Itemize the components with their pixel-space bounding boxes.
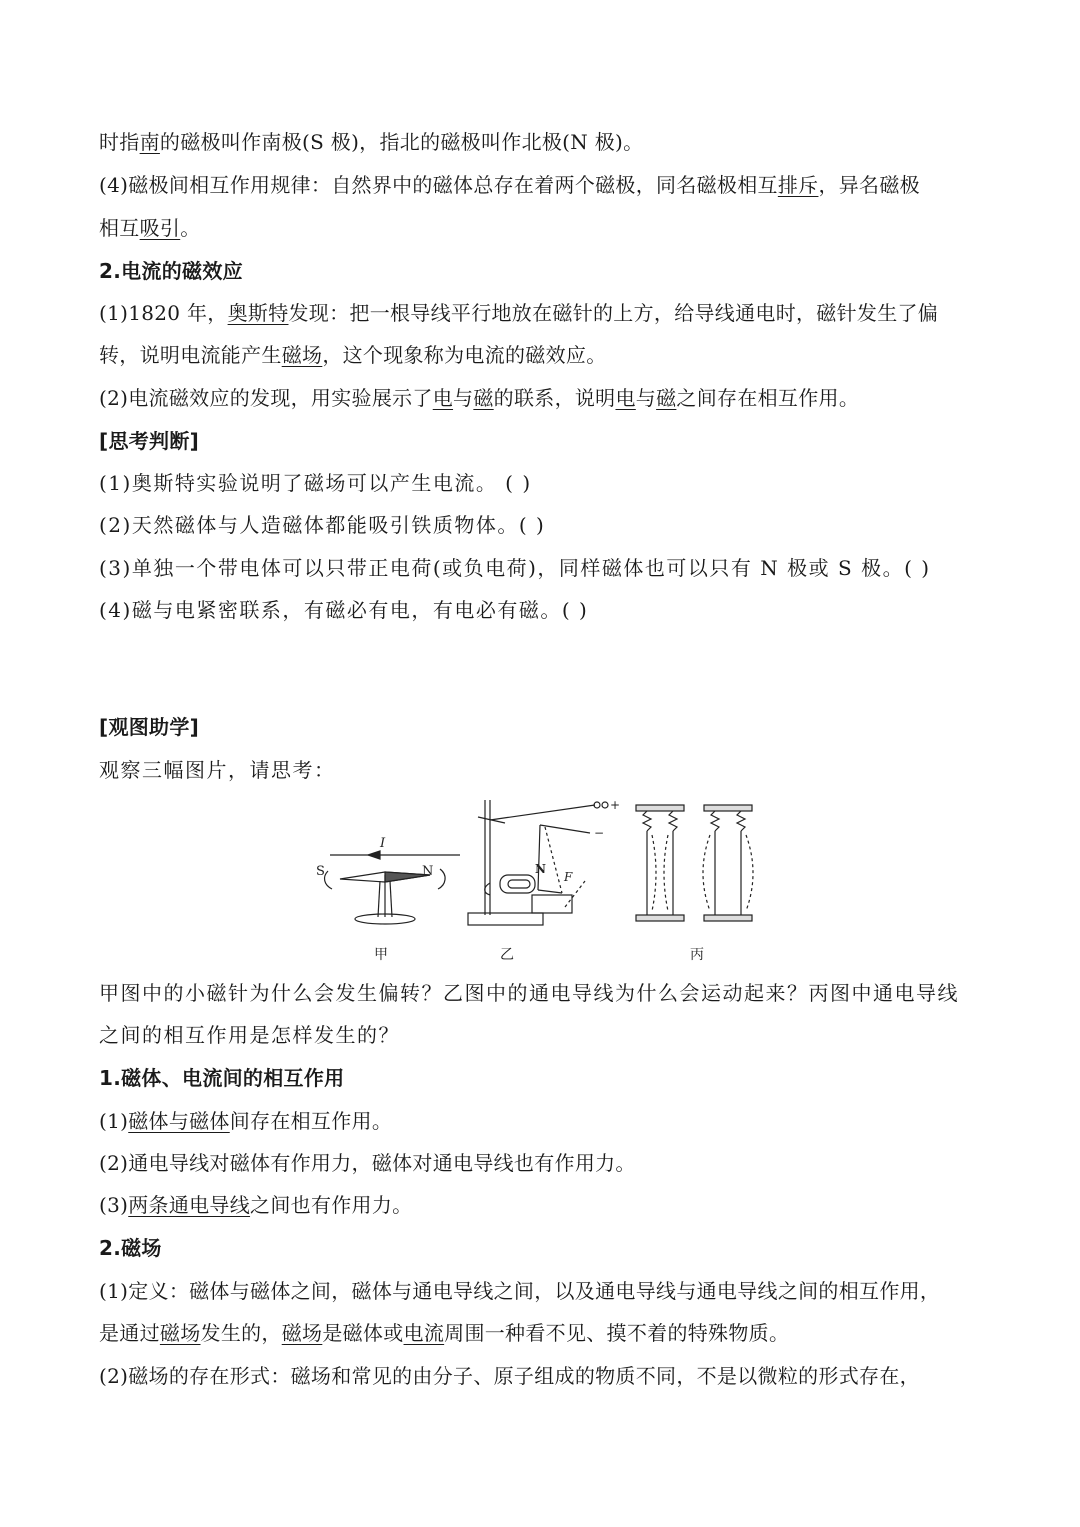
text-segment: (3) [99, 1193, 129, 1217]
label-current: I [380, 836, 386, 851]
spring-left-1 [643, 811, 651, 831]
bottom-bar-left [636, 915, 684, 921]
underlined-answer: 南 [139, 130, 160, 154]
text-line-18 [99, 1107, 989, 1135]
text-line-10 [99, 511, 989, 539]
text-segment: 间存在相互作用。 [229, 1109, 393, 1133]
text-segment: (1)定义：磁体与磁体之间，磁体与通电导线之间，以及通电导线与通电导线之间的相互作用， [99, 1279, 941, 1303]
hanging-wire [538, 825, 540, 890]
text-segment: 与 [635, 386, 657, 410]
experiment-figure [300, 795, 780, 970]
terminal-plus [602, 802, 608, 808]
text-line-8 [99, 427, 989, 455]
underlined-answer: 磁场 [159, 1321, 201, 1345]
text-segment: 。 [180, 216, 201, 240]
underlined-answer: 排斥 [777, 173, 819, 197]
text-segment: 1.磁体、电流间的相互作用 [99, 1066, 345, 1090]
text-line-4 [99, 257, 989, 285]
underlined-answer: 磁 [656, 386, 677, 410]
text-segment: (1)奥斯特实验说明了磁场可以产生电流。 ( ) [99, 471, 532, 495]
text-segment: (3)单独一个带电体可以只带正电荷(或负电荷)，同样磁体也可以只有 N 极或 S 极。( ) [99, 556, 931, 580]
text-line-16 [99, 1021, 989, 1049]
underlined-answer: 电 [615, 386, 636, 410]
text-line-13 [99, 713, 989, 741]
experiment-diagrams [300, 795, 780, 935]
text-segment: 发生的， [200, 1321, 282, 1345]
text-segment: (4)磁与电紧密联系，有磁必有电，有电必有磁。( ) [99, 598, 589, 622]
text-segment: 周围一种看不见、摸不着的特殊物质。 [444, 1321, 790, 1345]
text-line-9 [99, 469, 989, 497]
underlined-answer: 吸引 [139, 216, 181, 240]
figure-yi-stand [468, 798, 620, 925]
text-segment: 转，说明电流能产生 [99, 343, 282, 367]
underlined-answer: 磁体与磁体 [128, 1109, 230, 1133]
rotation-arrow-right [438, 869, 445, 889]
text-line-14 [99, 756, 989, 784]
text-line-22 [99, 1277, 989, 1305]
text-segment: 2.磁场 [99, 1236, 162, 1260]
text-line-2 [99, 171, 989, 199]
caption-yi: 乙 [500, 947, 514, 963]
label-minus: − [594, 826, 605, 840]
text-line-1 [99, 128, 989, 156]
text-segment: 之间存在相互作用。 [676, 386, 860, 410]
caption-jia: 甲 [374, 947, 388, 963]
text-segment: 发现：把一根导线平行地放在磁针的上方，给导线通电时，磁针发生了偏 [288, 301, 939, 325]
text-segment: (2)通电导线对磁体有作用力，磁体对通电导线也有作用力。 [99, 1151, 636, 1175]
label-force: F [564, 870, 573, 884]
label-plus: + [610, 798, 621, 812]
text-segment: ，这个现象称为电流的磁效应。 [322, 343, 607, 367]
text-line-15 [99, 979, 989, 1007]
upper-wire [490, 805, 595, 820]
rotation-arrow-left [325, 871, 332, 889]
bottom-bar-right [704, 915, 752, 921]
text-line-3 [99, 214, 989, 242]
underlined-answer: 磁场 [281, 1321, 323, 1345]
text-segment: 之间的相互作用是怎样发生的？ [99, 1023, 400, 1047]
underlined-answer: 磁 [473, 386, 494, 410]
text-line-24 [99, 1362, 989, 1390]
text-segment: (2)电流磁效应的发现，用实验展示了 [99, 386, 433, 410]
text-segment: 2.电流的磁效应 [99, 259, 243, 283]
top-bar-left [636, 805, 684, 811]
text-segment: 的联系，说明 [493, 386, 616, 410]
text-segment: [观图助学] [99, 715, 200, 739]
text-line-21 [99, 1234, 989, 1262]
text-segment: [思考判断] [99, 429, 200, 453]
text-segment: (2)天然磁体与人造磁体都能吸引铁质物体。( ) [99, 513, 546, 537]
text-line-5 [99, 299, 989, 327]
text-line-12 [99, 596, 989, 624]
stand-base [468, 913, 543, 925]
underlined-answer: 磁场 [281, 343, 323, 367]
text-segment: (2)磁场的存在形式：磁场和常见的由分子、原子组成的物质不同，不是以微粒的形式存在， [99, 1364, 920, 1388]
figure-jia-compass [316, 836, 460, 924]
figure-bing-wires [636, 805, 753, 921]
underlined-answer: 两条通电导线 [128, 1193, 251, 1217]
underlined-answer: 奥斯特 [227, 301, 289, 325]
text-segment: (1) [99, 1109, 129, 1133]
label-s: S [316, 864, 325, 879]
caption-bing: 丙 [690, 947, 704, 963]
text-line-6 [99, 341, 989, 369]
text-segment: 时指 [99, 130, 140, 154]
underlined-answer: 电 [432, 386, 454, 410]
text-segment: ，异名磁极 [818, 173, 920, 197]
text-line-7 [99, 384, 989, 412]
text-line-11 [99, 554, 989, 582]
spring-left-2 [669, 811, 677, 831]
spring-right-1 [711, 811, 719, 831]
text-segment: 是通过 [99, 1321, 160, 1345]
text-line-20 [99, 1191, 989, 1219]
underlined-answer: 电流 [403, 1321, 445, 1345]
spring-right-2 [737, 811, 745, 831]
text-segment: 的磁极叫作南极(S 极)，指北的磁极叫作北极(N 极)。 [159, 130, 644, 154]
label-magnet-n: N [535, 862, 546, 876]
top-bar-right [704, 805, 752, 811]
current-arrow-icon [368, 851, 380, 859]
label-n: N [422, 864, 434, 879]
text-segment: 相互 [99, 216, 140, 240]
text-line-17 [99, 1064, 989, 1092]
magnet-platform [532, 895, 572, 913]
text-segment: 是磁体或 [322, 1321, 404, 1345]
text-segment: 与 [453, 386, 474, 410]
text-segment: (1)1820 年， [99, 301, 228, 325]
text-segment: 甲图中的小磁针为什么会发生偏转？乙图中的通电导线为什么会运动起来？丙图中通电导线 [99, 981, 959, 1005]
text-line-23 [99, 1319, 989, 1347]
text-segment: 观察三幅图片，请思考： [99, 758, 336, 782]
text-segment: (4)磁极间相互作用规律：自然界中的磁体总存在着两个磁极，同名磁极相互 [99, 173, 778, 197]
text-segment: 之间也有作用力。 [250, 1193, 413, 1217]
text-line-19 [99, 1149, 989, 1177]
